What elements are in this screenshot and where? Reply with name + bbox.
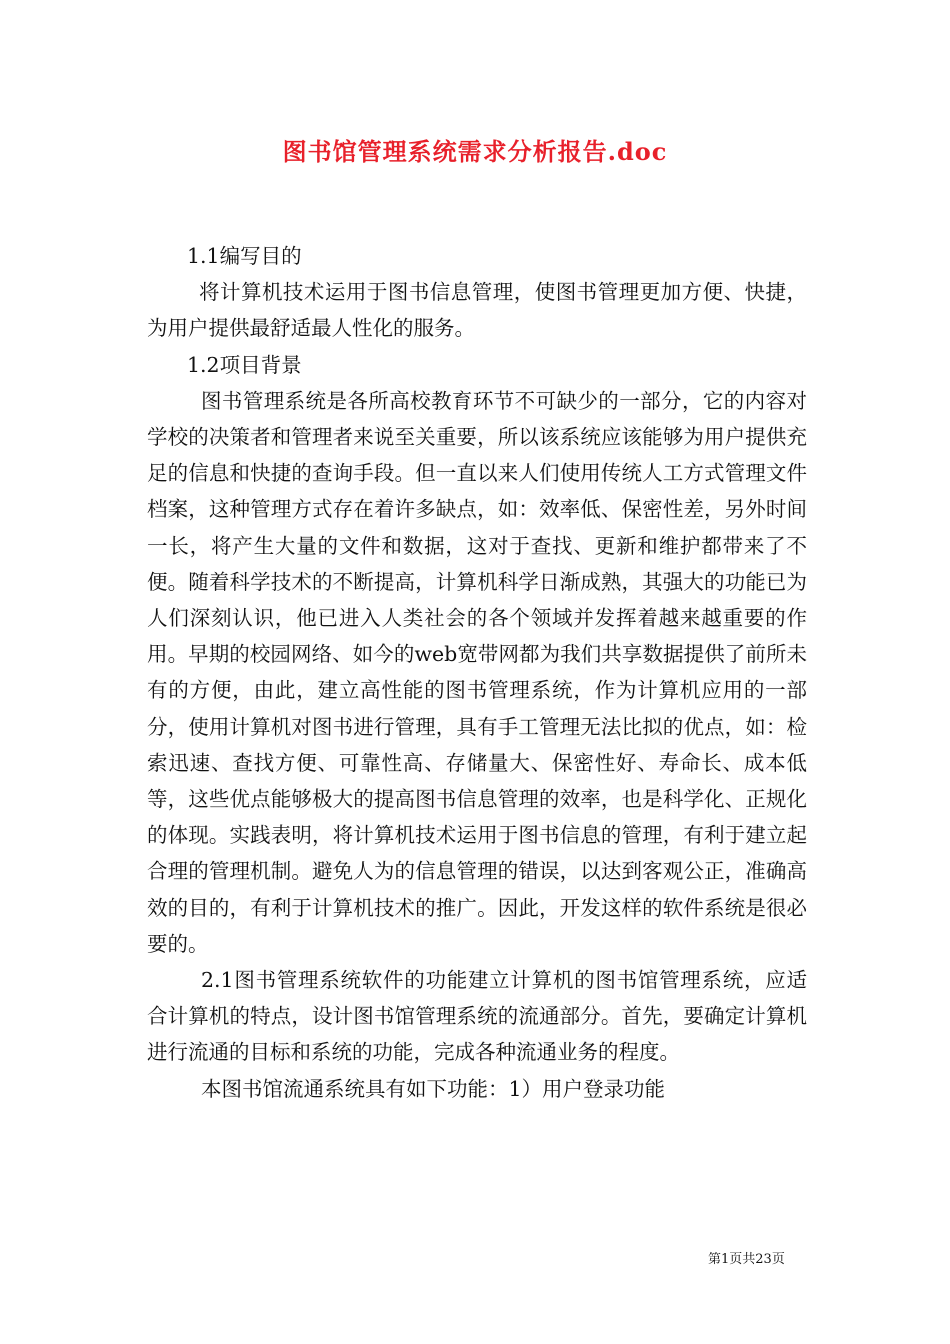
section-heading-purpose: 1.1编写目的 — [187, 244, 302, 268]
paragraph-purpose: 将计算机技术运用于图书信息管理，使图书管理更加方便、快捷，为用户提供最舒适最人性化的服务。 — [147, 280, 807, 341]
document-body — [147, 238, 807, 1107]
paragraph-functions: 2.1图书管理系统软件的功能建立计算机的图书馆管理系统，应适合计算机的特点，设计图书馆管理系统的流通部分。首先，要确定计算机进行流通的目标和系统的功能，完成各种流通业务的程度。 — [147, 968, 807, 1065]
paragraph-background: 图书管理系统是各所高校教育环节不可缺少的一部分，它的内容对学校的决策者和管理者来说至关重要，所以该系统应该能够为用户提供充足的信息和快捷的查询手段。但一直以来人们使用传统人工方式管理文件档案，这种管理方式存在着许多缺点，如：效率低、保密性差，另外时间一长，将产生大量的文件和数据，这对于查找、更新和维护都带来了不便。随着科学技术的不断提高，计算机科学日渐成熟，其强大的功能已为人们深刻认识，他已进入人类社会的各个领域并发挥着越来越重要的作用。早期的校园网络、如今的web宽带网都为我们共享数据提供了前所未有的方便，由此，建立高性能的图书管理系统，作为计算机应用的一部分，使用计算机对图书进行管理，具有手工管理无法比拟的优点，如：检索迅速、查找方便、可靠性高、存储量大、保密性好、寿命长、成本低等，这些优点能够极大的提高图书信息管理的效率，也是科学化、正规化的体现。实践表明，将计算机技术运用于图书信息的管理，有利于建立起合理的管理机制。避免人为的信息管理的错误，以达到客观公正，准确高效的目的，有利于计算机技术的推广。因此，开发这样的软件系统是很必要的。 — [147, 388, 807, 956]
paragraph-feature-list: 本图书馆流通系统具有如下功能：1）用户登录功能 — [201, 1076, 666, 1101]
page-number: 第1页共23页 — [708, 1252, 785, 1267]
document-title: 图书馆管理系统需求分析报告.doc — [282, 137, 668, 166]
section-heading-background: 1.2项目背景 — [187, 352, 302, 377]
